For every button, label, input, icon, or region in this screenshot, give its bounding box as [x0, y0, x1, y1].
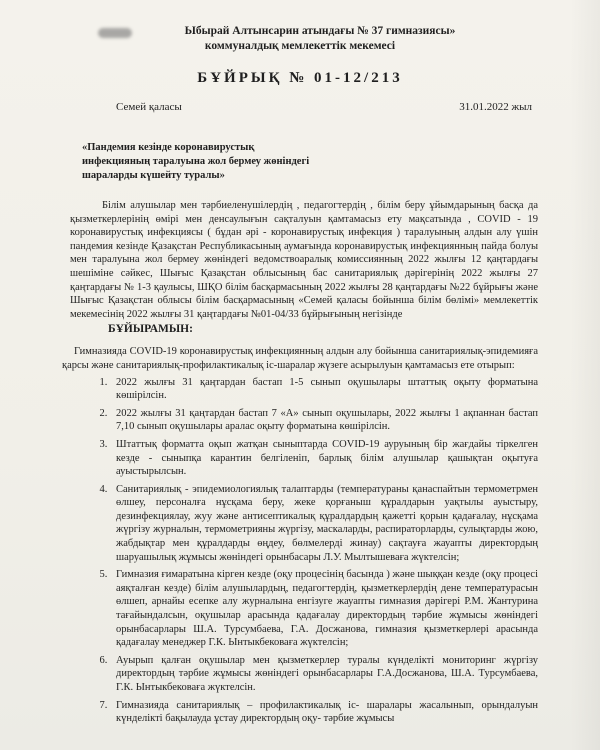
list-item: 1. 2022 жылғы 31 қаңтардан бастап 1-5 сынып оқушылары штаттық оқыту форматына көшірілсін. — [110, 376, 538, 403]
place: Семей қаласы — [116, 101, 182, 113]
order-subject: «Пандемия кезінде коронавирустық инфекцияның таралуына жол бермеу жөніндегі шараларды күшейту туралы» — [82, 142, 310, 181]
list-item: 7. Гимназияда санитариялық – профилактикалық іс- шаралары жасалынып, орындалуын күнделікті бақылауда ұстау директордың оқу- тәрбие жұмысы — [110, 699, 538, 726]
preamble-paragraph: Білім алушылар мен тәрбиеленушілердің , педагогтердің , білім беру ұйымдарының басқа да қызметкерлерінің өмірі мен денсаулығын сақталуын қамтамасыз ету мақсатында , COVID - 19 коронавирустық инфекциясы ( бұдан әрі - коронавирустық инфекция ) таралуының алдын алу үшін пандемия кезінде Қазақстан Республикасының аумағында коронавирустық инфекциянның пайда болуы мен таралуына жол бермеу жөніндегі ведомствоаралық комиссиянның 2022 жылғы 12 қаңтардағы шешіміне сәйкес, Шығыс Қазақстан облысының бас санитариялық дәрігерінің 2022 жылғы 27 қаңтардағы № 1-3 қаулысы, ШҚО білім басқармасының 2022 жылғы 28 қаңтардағы №22 бұйрығы және Шығыс Қазақстан облысы білім басқармасының «Семей қаласы бойынша білім бөлімі» мемлекеттік мекемесінің 2022 жылғы 31 қаңтардағы №01-04/33 бұйрығының негізінде — [70, 200, 538, 320]
list-item: 5. Гимназия ғимаратына кірген кезде (оқу процесінің басында ) және шыққан кезде (оқу процесі аяқталған кезде) білім алушылардың, педагогтердің, қызметкерлердің дене температурасын өлшеп, арнайы есепке алу журналына енгізуге жауапты гимназия дәрігері Р.М. Жантурина тағайындалсын, оқушылар арасында қадағалау директордың тәрбие жұмысы жөніндегі орынбасарлары Ш.А. Турсумбаева, Г.А. Досжанова, гимназия қызметкерлері арасында қадағалау менеджер Г.К. Ынтыкбековаға жүктелсін; — [110, 568, 538, 650]
scan-shadow — [570, 0, 600, 750]
order-items-list — [62, 376, 538, 726]
date: 31.01.2022 жыл — [459, 101, 532, 113]
header-line-2: коммуналдық мемлекеттік мекемесі — [204, 40, 396, 52]
redaction-smudge — [98, 28, 132, 38]
document-header — [62, 24, 538, 54]
document-title: БҰЙРЫҚ № 01-12/213 — [197, 70, 403, 86]
header-line-1: Ыбырай Алтынсарин атындағы № 37 гимназиясы» — [184, 25, 456, 37]
list-item: 3. Штаттық форматта оқып жатқан сыныптарда COVID-19 ауруының бір жағдайы тіркелген кезде - сыныпқа карантин белгіленіп, барлық білім алушылар қашықтан оқытуға ауыстырылсын. — [110, 438, 538, 479]
list-item: 6. Ауырып қалған оқушылар мен қызметкерлер туралы күнделікті мониторинг жүргізу директордың тәрбие жұмысы жөніндегі орынбасарлары Г.А.Досжанова, Ш.А. Турсумбаева, Г.К. Ынтыкбековаға жүктелсін. — [110, 654, 538, 695]
intro-paragraph: Гимназияда COVID-19 коронавирустық инфекциянның алдын алу бойынша санитариялық-эпидемияға қарсы және санитариялық-профилактикалық іс-шаралар жүзеге асырылуын қамтамасыз ете отырып: — [62, 346, 538, 371]
orders-heading: БҰЙЫРАМЫН: — [108, 323, 193, 336]
place-date-row — [62, 101, 538, 119]
list-item: 4. Санитариялық - эпидемиологиялық талаптарды (температураны қанаспайтын термометрмен өлшеу, персоналға нұсқама беру, жеке қорғаныш құралдарын уақтылы ауыстыру, дезинфекциялау, жуу және антисептикалық құралдардың қажетті қорын қадағалау, нұсқама жүргізу журналын, термометрияны жүргізу, маскаларды, распираторларды, сулықтарды жою, жабдықтар мен құралдарды өңдеу, бөлмелерді жинау) сақтауға жауапты директордың шаруашылық жұмысы жөніндегі орынбасары Л.У. Мылтышеваға жүктелсін; — [110, 483, 538, 565]
list-item: 2. 2022 жылғы 31 қаңтардан бастап 7 «А» сынып оқушылары, 2022 жылғы 1 ақпаннан бастап 7,10 сынып оқушылары аралас оқыту форматына көшірілсін. — [110, 407, 538, 434]
